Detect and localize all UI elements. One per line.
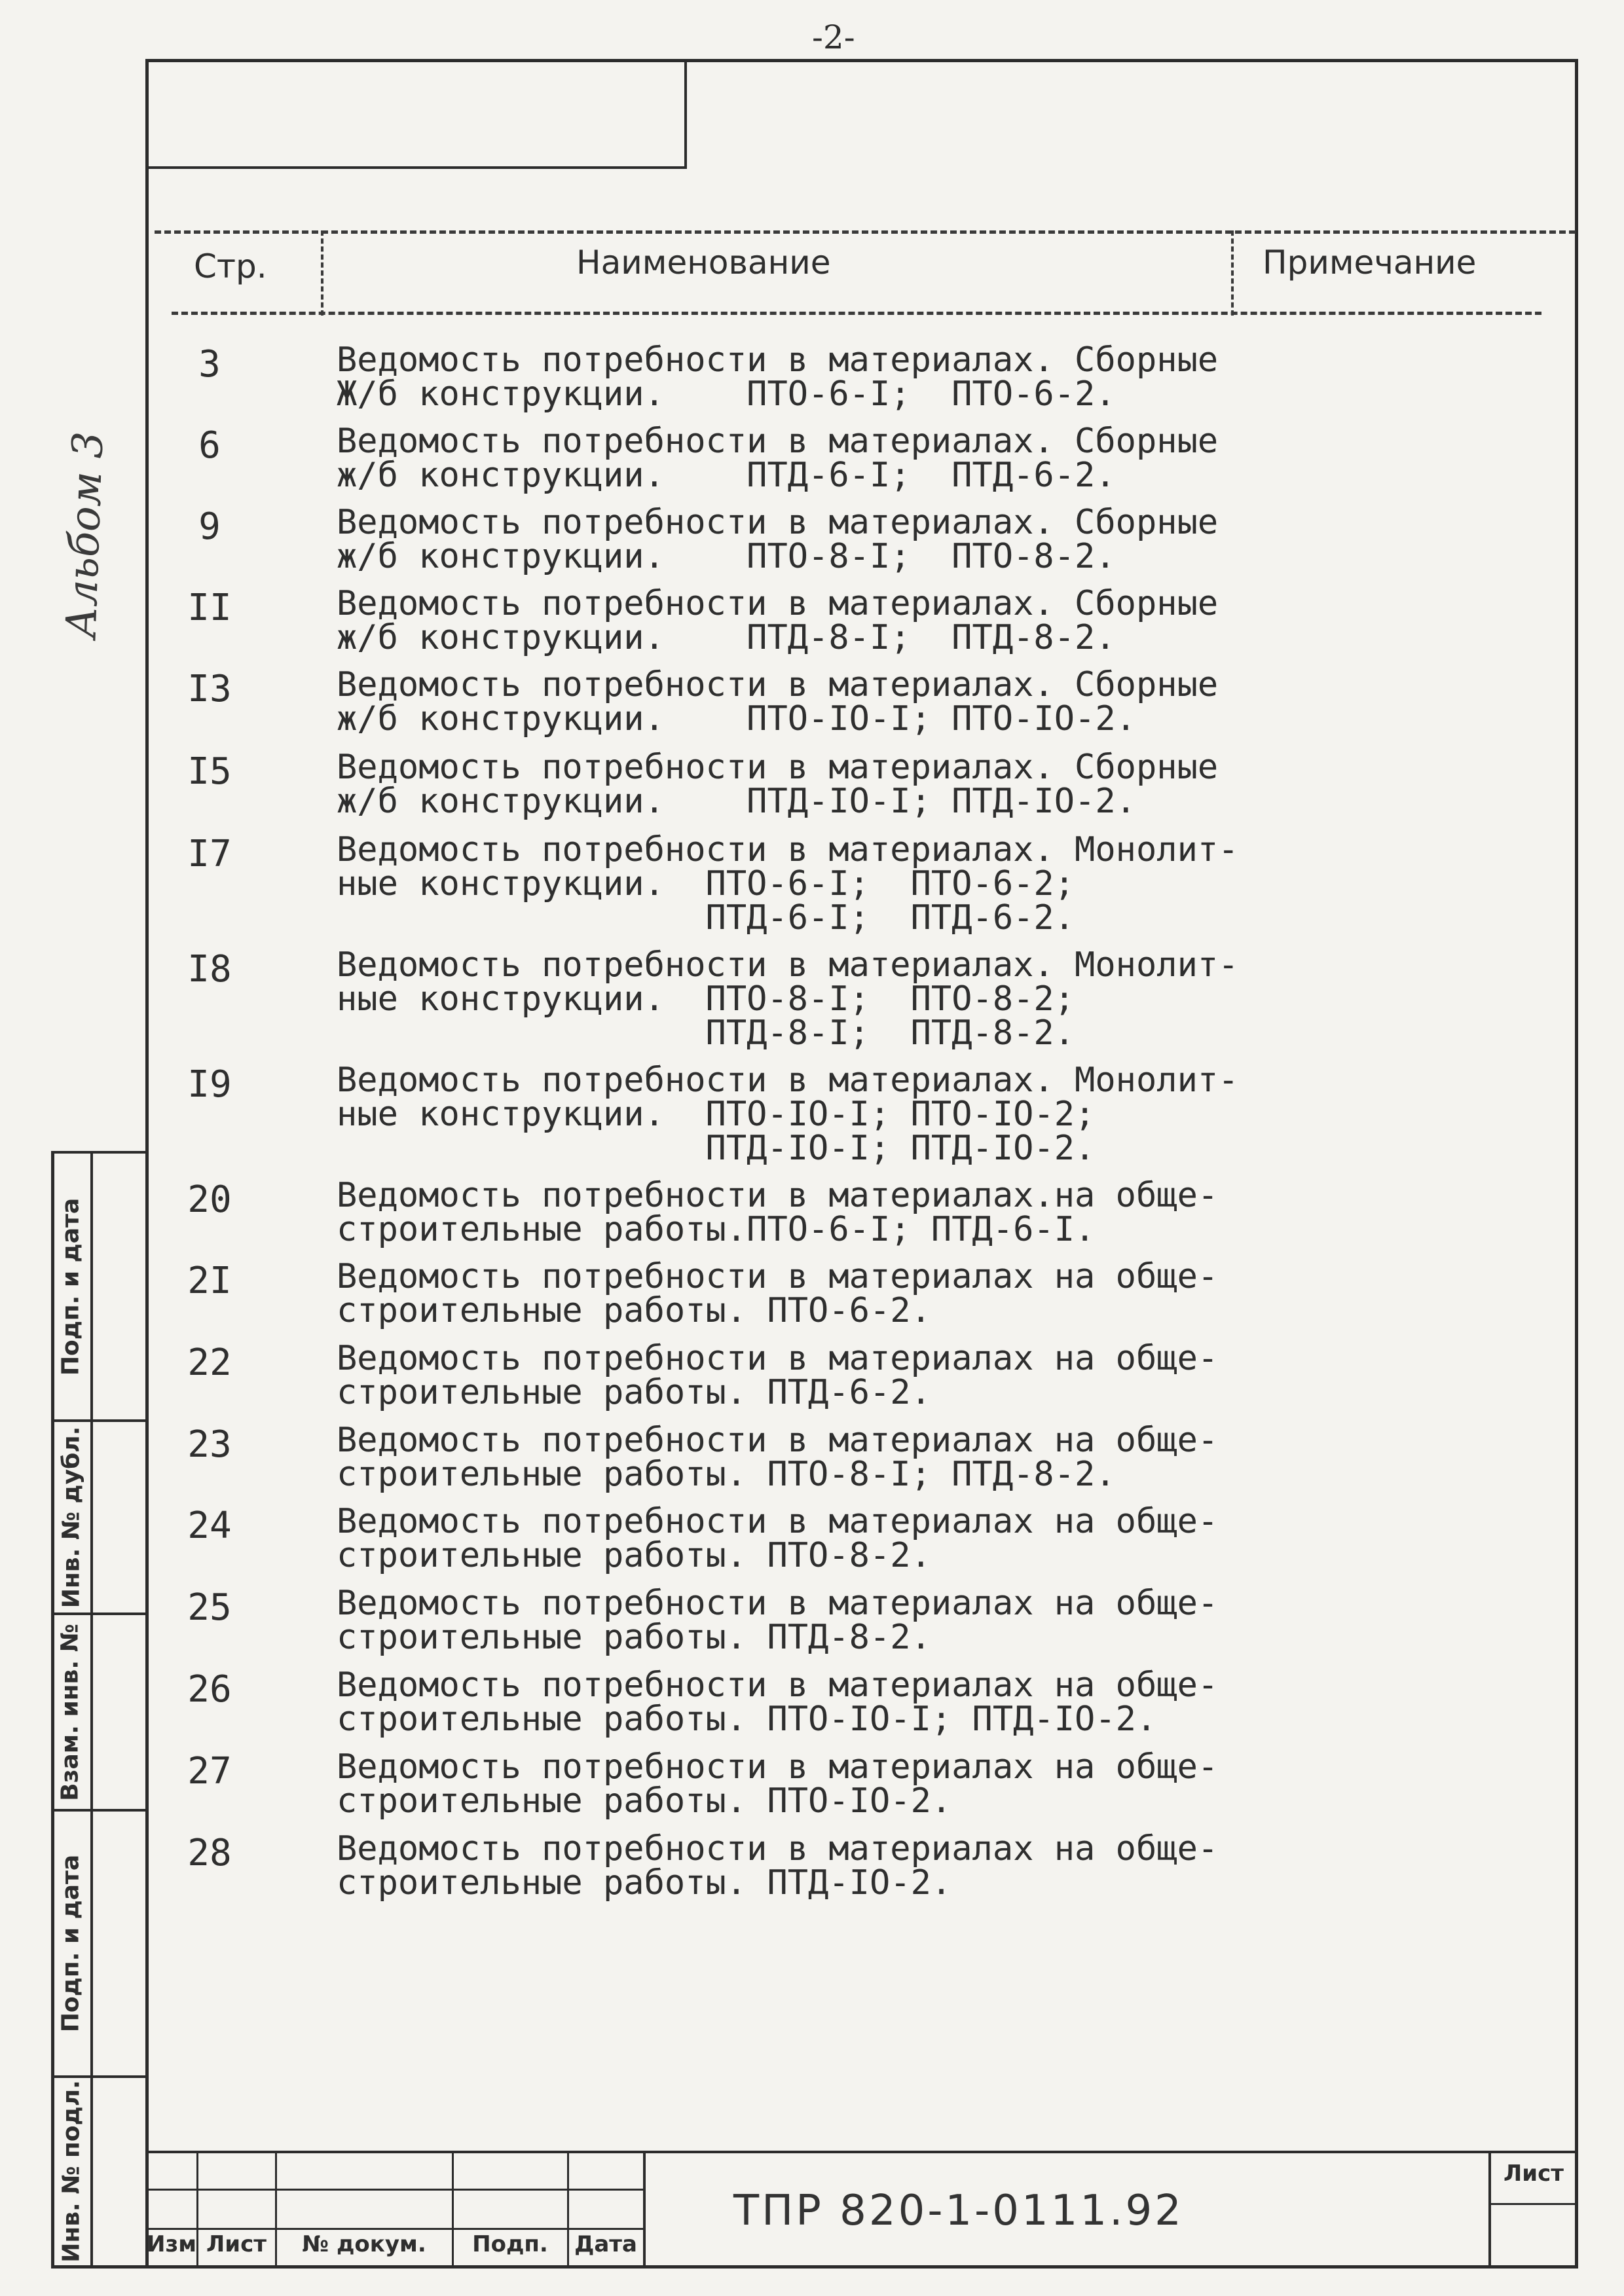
header-col-name: Наименование (576, 244, 831, 282)
row-title: Ведомость потребности в материалах. Монолит- ные конструкции. ПТО-IO-I; ПТО-IO-2; ПТД-IO-I; ПТД-IO-2. (337, 1061, 1239, 1168)
row-page: 27 (187, 1750, 232, 1793)
row-page: 23 (187, 1423, 232, 1466)
stamp-podp-data-1: Подп. и дата (57, 1197, 84, 1376)
row-title: Ведомость потребности в материалах. Сборные ж/б конструкции. ПТД-6-I; ПТД-6-2. (337, 422, 1219, 495)
header-divider-1 (321, 230, 323, 316)
row-page: I7 (187, 833, 232, 875)
row-page: I8 (187, 948, 232, 991)
top-box-bottom (145, 166, 687, 169)
frame-right (1575, 59, 1578, 2269)
tb-list: Лист (206, 2231, 267, 2257)
row-page: I3 (187, 668, 232, 710)
row-page: I9 (187, 1063, 232, 1106)
header-col-note: Примечание (1263, 244, 1477, 282)
row-title: Ведомость потребности в материалах на обще- строительные работы. ПТО-8-2. (337, 1502, 1219, 1575)
tb-data: Дата (574, 2231, 637, 2257)
row-title: Ведомость потребности в материалах. Сборные ж/б конструкции. ПТО-IO-I; ПТО-IO-2. (337, 665, 1219, 738)
stamp-inv-dubl: Инв. № дубл. (58, 1426, 85, 1609)
frame-top (145, 59, 1578, 62)
frame-left (145, 59, 149, 2269)
stamp-inner-line (90, 1151, 93, 2269)
row-page: 9 (198, 505, 221, 548)
row-title: Ведомость потребности в материалах. Сборные ж/б конструкции. ПТД-8-I; ПТД-8-2. (337, 584, 1219, 657)
row-page: 24 (187, 1504, 232, 1547)
row-title: Ведомость потребности в материалах. Сборные ж/б конструкции. ПТО-8-I; ПТО-8-2. (337, 503, 1219, 576)
row-title: Ведомость потребности в материалах на обще- строительные работы. ПТД-IO-2. (337, 1829, 1219, 1903)
tb-designation: ТПР 820-1-0111.92 (733, 2187, 1184, 2235)
row-title: Ведомость потребности в материалах на обще- строительные работы. ПТД-6-2. (337, 1339, 1219, 1412)
stamp-sep-2 (51, 1613, 147, 1615)
tb-doc-no: № докум. (302, 2231, 426, 2257)
stamp-inv-podl: Инв. № подл. (58, 2080, 85, 2263)
header-divider-2 (1231, 230, 1234, 316)
tb-sheet-label: Лист (1504, 2160, 1564, 2187)
tb-izm: Изм (146, 2231, 196, 2257)
row-page: 6 (198, 424, 221, 467)
row-page: 22 (187, 1341, 232, 1384)
header-bottom-line (172, 312, 1541, 315)
tb-row-1 (145, 2189, 644, 2191)
row-title: Ведомость потребности в материалах на обще- строительные работы. ПТО-IO-I; ПТД-IO-2. (337, 1666, 1219, 1739)
row-title: Ведомость потребности в материалах на обще- строительные работы. ПТД-8-2. (337, 1584, 1219, 1657)
row-page: II (187, 587, 232, 629)
row-title: Ведомость потребности в материалах. Монолит- ные конструкции. ПТО-6-I; ПТО-6-2; ПТД-6-I; ПТД-6-2. (337, 830, 1239, 938)
row-page: 3 (198, 343, 221, 386)
top-box-right (684, 60, 687, 168)
page-number: -2- (812, 18, 855, 56)
tb-top (145, 2151, 1578, 2153)
frame-bottom (51, 2265, 1578, 2269)
stamp-sep-1 (51, 1419, 147, 1422)
tb-col-5 (643, 2151, 646, 2267)
row-page: 20 (187, 1178, 232, 1221)
row-page: 26 (187, 1668, 232, 1711)
row-title: Ведомость потребности в материалах. Монолит- ные конструкции. ПТО-8-I; ПТО-8-2; ПТД-8-I; ПТД-8-2. (337, 945, 1239, 1053)
row-title: Ведомость потребности в материалах на обще- строительные работы. ПТО-6-2. (337, 1257, 1219, 1330)
row-page: I5 (187, 750, 232, 793)
row-title: Ведомость потребности в материалах. Сборные Ж/б конструкции. ПТО-6-I; ПТО-6-2. (337, 340, 1219, 414)
header-col-page: Стр. (194, 247, 267, 285)
stamp-podp-data-2: Подп. и дата (57, 1854, 84, 2033)
stamp-vzam-inv: Взам. инв. № (56, 1624, 84, 1801)
stamp-sep-3 (51, 1809, 147, 1812)
tb-row-2 (145, 2228, 644, 2230)
row-page: 25 (187, 1586, 232, 1629)
row-title: Ведомость потребности в материалах.на обще- строительные работы.ПТО-6-I; ПТД-6-I. (337, 1176, 1219, 1249)
row-title: Ведомость потребности в материалах. Сборные ж/б конструкции. ПТД-IO-I; ПТД-IO-2. (337, 748, 1219, 821)
row-page: 28 (187, 1832, 232, 1874)
stamp-top (51, 1151, 147, 1154)
tb-podp: Подп. (472, 2231, 548, 2257)
tb-sheet-sep (1490, 2203, 1578, 2205)
header-top-line (155, 230, 1576, 234)
stamp-outer-left (51, 1151, 54, 2269)
row-title: Ведомость потребности в материалах на обще- строительные работы. ПТО-IO-2. (337, 1747, 1219, 1821)
album-note: Альбом 3 (57, 430, 113, 640)
row-title: Ведомость потребности в материалах на обще- строительные работы. ПТО-8-I; ПТД-8-2. (337, 1421, 1219, 1494)
row-page: 2I (187, 1260, 232, 1302)
